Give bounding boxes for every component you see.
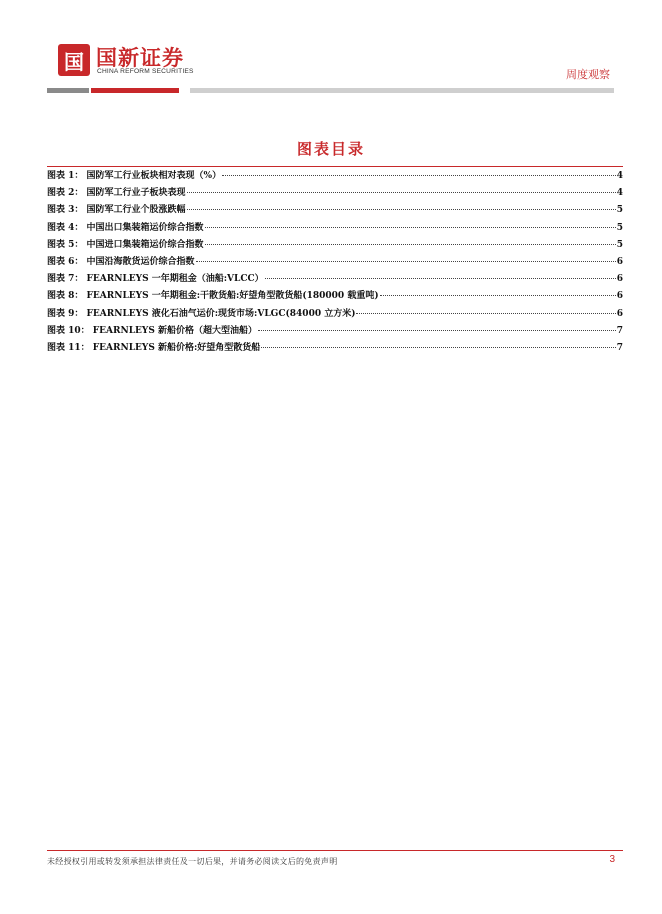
toc-entry[interactable] (47, 323, 623, 340)
toc-leader-dots (205, 243, 616, 245)
toc-leader-dots (258, 329, 616, 331)
toc-entry-label: 图表 2： 国防军工行业子板块表现 (47, 188, 186, 199)
toc-entry-page: 4 (616, 171, 623, 181)
brand-name-en: CHINA REFORM SECURITIES (97, 68, 194, 75)
toc-entry-label: 图表 6： 中国沿海散货运价综合指数 (47, 256, 195, 267)
toc-entry[interactable] (47, 237, 623, 254)
toc-entry[interactable] (47, 202, 623, 219)
toc-divider (47, 166, 623, 167)
toc-leader-dots (380, 294, 616, 296)
toc-leader-dots (205, 226, 616, 228)
toc-entry[interactable] (47, 306, 623, 323)
toc-entry-label: 图表 7： FEARNLEYS 一年期租金（油船:VLCC） (47, 274, 264, 285)
report-type-label: 周度观察 (566, 68, 610, 81)
toc-entry-label: 图表 4： 中国出口集装箱运价综合指数 (47, 222, 204, 233)
brand-name-cn: 国新证券 (96, 46, 184, 70)
toc-leader-dots (261, 346, 615, 348)
page-number: 3 (609, 854, 615, 865)
toc-entry-page: 7 (616, 342, 623, 353)
footer-divider (47, 850, 623, 851)
toc-entry-label: 图表 9： FEARNLEYS 液化石油气运价:现货市场:VLGC(84000 立方米) (47, 308, 356, 319)
toc-entry-label: 图表 5： 中国进口集装箱运价综合指数 (47, 239, 204, 250)
toc-entry-label: 图表 8： FEARNLEYS 一年期租金:干散货船:好望角型散货船(180000 载重吨) (47, 291, 379, 302)
toc-entry[interactable] (47, 288, 623, 305)
header-bar-light (190, 88, 614, 93)
toc-entry[interactable] (47, 340, 623, 357)
toc-entry-page: 6 (616, 256, 623, 267)
toc-entry-page: 4 (616, 188, 623, 199)
toc-entry-label: 图表 10： FEARNLEYS 新船价格（超大型油船） (47, 325, 257, 336)
toc-title: 图表目录 (296, 140, 365, 158)
toc-entry[interactable] (47, 254, 623, 271)
toc-leader-dots (222, 174, 616, 176)
toc-entry-page: 5 (616, 239, 623, 250)
toc-entry-page: 6 (616, 308, 623, 319)
header-bar-red (91, 88, 179, 93)
toc-entry-page: 6 (616, 274, 623, 285)
toc-list (47, 168, 623, 357)
toc-leader-dots (265, 277, 616, 279)
toc-leader-dots (196, 260, 616, 262)
toc-entry-page: 5 (616, 205, 623, 216)
toc-entry-page: 7 (616, 325, 623, 336)
toc-leader-dots (187, 208, 616, 210)
footer-disclaimer: 未经授权引用或转发须承担法律责任及一切后果，并请务必阅读文后的免责声明 (47, 857, 338, 866)
company-logo-icon: 国 (58, 44, 90, 76)
toc-leader-dots (187, 191, 616, 193)
toc-entry-label: 图表 1： 国防军工行业板块相对表现（%） (47, 171, 222, 181)
toc-entry[interactable] (47, 220, 623, 237)
toc-entry[interactable] (47, 185, 623, 202)
page-header (0, 0, 662, 100)
toc-entry-label: 图表 3： 国防军工行业个股涨跌幅 (47, 205, 186, 216)
toc-entry[interactable] (47, 168, 623, 185)
toc-entry-page: 6 (616, 291, 623, 302)
toc-entry-label: 图表 11： FEARNLEYS 新船价格:好望角型散货船 (47, 342, 261, 353)
toc-entry[interactable] (47, 271, 623, 288)
toc-entry-page: 5 (616, 222, 623, 233)
header-bar-gray (47, 88, 89, 93)
toc-leader-dots (356, 312, 615, 314)
